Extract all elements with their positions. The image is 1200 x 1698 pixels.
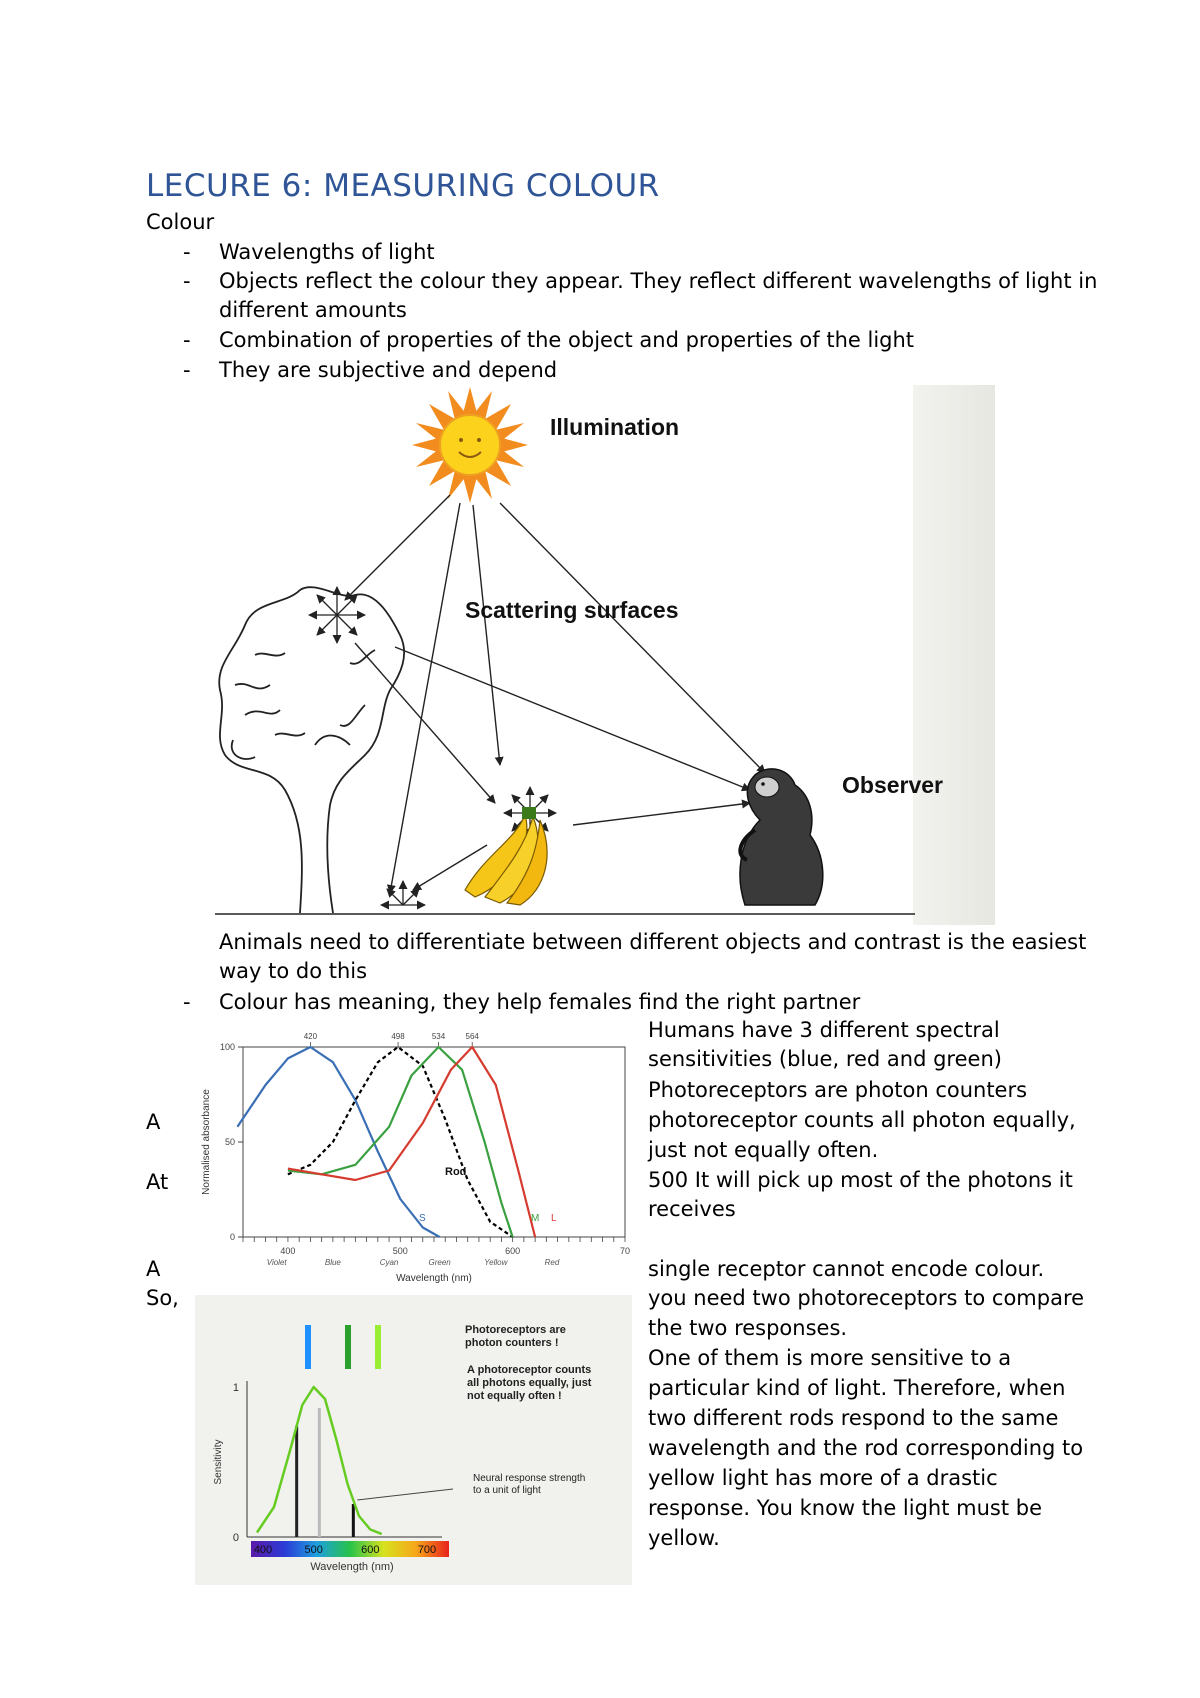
color-name-label: Red — [544, 1258, 560, 1267]
x-tick-label: 500 — [304, 1544, 323, 1556]
y-axis-label: Sensitivity — [213, 1439, 224, 1485]
banana-icon — [465, 807, 547, 905]
series-line-m — [288, 1047, 513, 1237]
text-line: 500 It will pick up most of the photons it — [648, 1168, 1073, 1192]
list-item — [183, 356, 558, 386]
color-name-label: Green — [428, 1258, 451, 1267]
list-item — [183, 326, 915, 356]
series-annotation: L — [551, 1213, 557, 1224]
annotation-text: Photoreceptors are photon counters ! — [465, 1324, 566, 1349]
text-line: Photoreceptors are photon counters — [648, 1078, 1028, 1102]
text-line: two different rods respond to the same — [648, 1406, 1059, 1430]
sensitivity-chart — [195, 1295, 632, 1585]
text-line: yellow light has more of a drastic — [648, 1466, 998, 1490]
bullet-marker: - — [183, 990, 191, 1014]
text-line: response. You know the light must be — [648, 1496, 1042, 1520]
color-name-label: Cyan — [379, 1258, 399, 1267]
list-item — [183, 988, 861, 1018]
series-annotation: S — [419, 1213, 426, 1224]
list-item — [183, 238, 435, 268]
y-tick-label: 1 — [232, 1382, 239, 1394]
x-tick-label: 500 — [392, 1246, 408, 1256]
list-item — [183, 267, 1098, 297]
page-title: LECURE 6: MEASURING COLOUR — [146, 168, 660, 204]
list-item-continued — [219, 296, 407, 326]
annotation-pointer — [357, 1489, 453, 1500]
section-label: Colour — [146, 210, 215, 234]
absorbance-chart-svg — [195, 1025, 635, 1295]
list-item-text: Colour has meaning, they help females find the right partner — [219, 990, 861, 1014]
text-fragment: So, — [146, 1286, 179, 1310]
light-rays — [345, 495, 765, 893]
y-tick-label: 0 — [232, 1532, 239, 1544]
series-annotation: M — [531, 1213, 540, 1224]
x-tick-label: 70 — [619, 1246, 631, 1256]
text-line: just not equally often. — [648, 1138, 879, 1162]
scattering-label: Scattering surfaces — [465, 597, 679, 623]
paragraph-line: way to do this — [219, 959, 368, 983]
peak-label: 498 — [391, 1032, 405, 1041]
text-fragment: A — [146, 1257, 161, 1281]
x-axis-label: Wavelength (nm) — [396, 1273, 472, 1284]
y-tick-label: 0 — [229, 1232, 235, 1242]
list-item-text: They are subjective and depend — [219, 358, 558, 382]
top-color-bar — [345, 1325, 351, 1369]
bullet-marker: - — [183, 358, 191, 382]
text-line: wavelength and the rod corresponding to — [648, 1436, 1084, 1460]
sensitivity-chart-svg — [195, 1295, 632, 1585]
x-axis-label: Wavelength (nm) — [310, 1561, 394, 1573]
annotation-text: A photoreceptor counts all photons equally, just not equally often ! — [467, 1364, 592, 1402]
text-line: sensitivities (blue, red and green) — [648, 1047, 1002, 1071]
absorbance-chart — [195, 1025, 635, 1295]
y-axis-label: Normalised absorbance — [201, 1089, 212, 1195]
top-color-bar — [375, 1325, 381, 1369]
peak-label: 534 — [431, 1032, 446, 1041]
series-annotation: Rod — [445, 1166, 467, 1178]
text-line: photoreceptor counts all photon equally, — [648, 1108, 1076, 1132]
illumination-label: Illumination — [550, 414, 680, 440]
annotation-text: Neural response strength to a unit of light — [473, 1473, 586, 1496]
scatter-point-ground — [381, 881, 425, 905]
bullet-marker: - — [183, 269, 191, 293]
list-item-text: Wavelengths of light — [219, 240, 435, 264]
color-name-label: Violet — [266, 1258, 287, 1267]
monkey-observer-icon — [740, 769, 823, 905]
color-name-label: Yellow — [484, 1258, 508, 1267]
illumination-diagram — [215, 385, 995, 925]
sun-icon — [412, 387, 528, 503]
x-tick-label: 400 — [253, 1544, 273, 1556]
peak-label: 564 — [465, 1032, 479, 1041]
list-item-text: different amounts — [219, 298, 407, 322]
top-color-bar — [305, 1325, 311, 1369]
text-line: Humans have 3 different spectral — [648, 1018, 1000, 1042]
observer-label: Observer — [842, 772, 944, 798]
bullet-marker: - — [183, 328, 191, 352]
background-strip — [913, 385, 995, 925]
color-name-label: Blue — [324, 1258, 341, 1267]
illumination-diagram-svg — [215, 385, 995, 925]
plot-frame — [243, 1047, 625, 1237]
text-line: receives — [648, 1197, 736, 1221]
text-line: particular kind of light. Therefore, when — [648, 1376, 1066, 1400]
tree-drawing — [219, 587, 404, 913]
x-tick-label: 600 — [361, 1544, 380, 1556]
text-line: single receptor cannot encode colour. — [648, 1257, 1045, 1281]
bullet-marker: - — [183, 240, 191, 264]
text-line: yellow. — [648, 1526, 720, 1550]
y-tick-label: 50 — [224, 1137, 235, 1147]
x-tick-label: 700 — [417, 1544, 437, 1556]
text-fragment: At — [146, 1170, 169, 1194]
x-tick-label: 600 — [505, 1246, 521, 1256]
y-tick-label: 100 — [219, 1042, 235, 1052]
text-line: One of them is more sensitive to a — [648, 1346, 1012, 1370]
series-line-rod — [288, 1047, 513, 1237]
text-line: the two responses. — [648, 1316, 848, 1340]
x-tick-label: 400 — [280, 1246, 296, 1256]
text-fragment: A — [146, 1110, 161, 1134]
peak-label: 420 — [303, 1032, 318, 1041]
text-line: you need two photoreceptors to compare — [648, 1286, 1085, 1310]
list-item-text: Objects reflect the colour they appear. They reflect different wavelengths of light in — [219, 269, 1098, 293]
list-item-text: Combination of properties of the object and properties of the light — [219, 328, 915, 352]
paragraph-line: Animals need to differentiate between different objects and contrast is the easiest — [219, 930, 1087, 954]
